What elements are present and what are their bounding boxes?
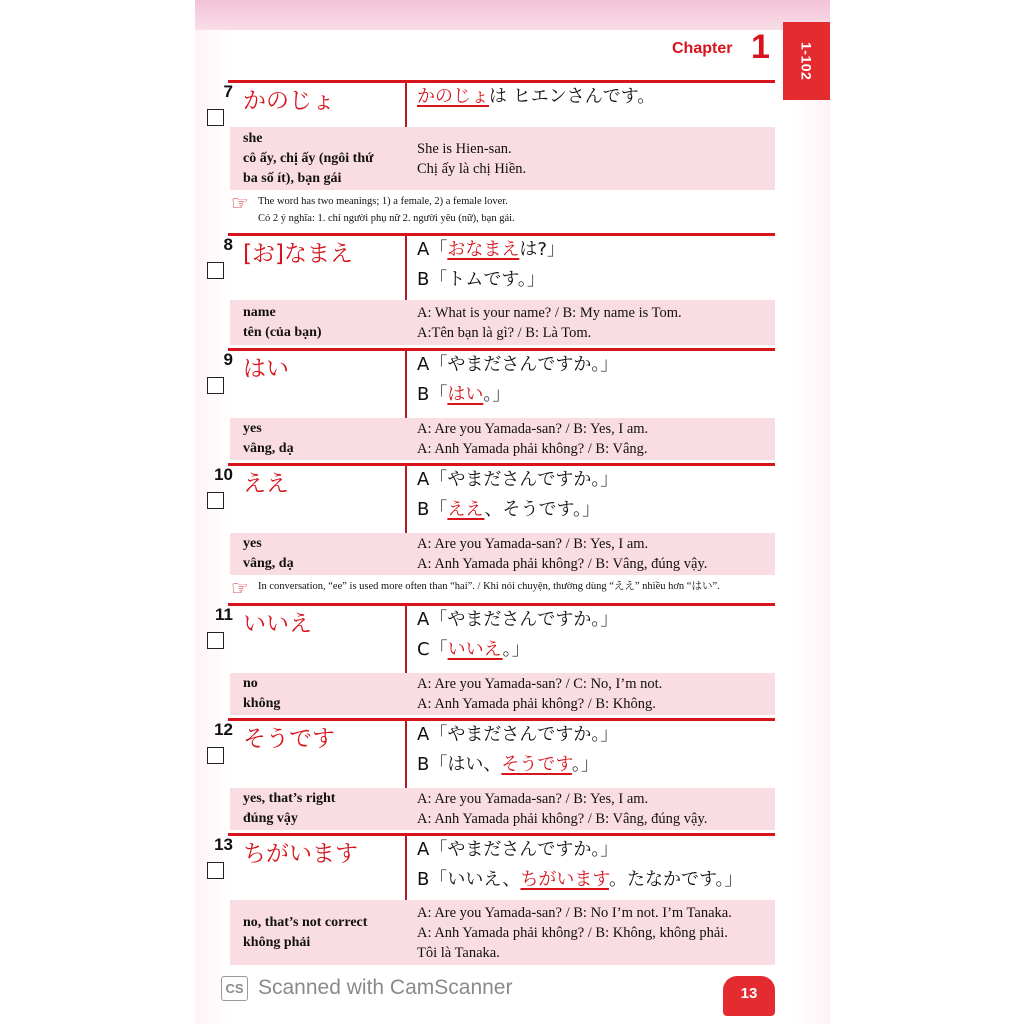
highlighted-word: はい [447, 384, 484, 405]
meaning-band [230, 673, 775, 715]
example-text: 。」 [571, 754, 599, 775]
chapter-label: Chapter [672, 40, 733, 57]
translation-column [417, 300, 772, 345]
example-text: B「 [417, 384, 448, 405]
translation-column [417, 900, 772, 965]
meaning-column [243, 127, 403, 190]
example-sentence [417, 606, 618, 634]
translation-line: A: Are you Yamada-san? / B: Yes, I am. [417, 791, 649, 807]
translation-line: A: Anh Yamada phải không? / B: Vâng, đúng vậy. [417, 811, 708, 827]
translation-line: A: Anh Yamada phải không? / B: Không. [417, 696, 656, 712]
chapter-number: 1 [751, 28, 770, 66]
translation-column [417, 673, 772, 715]
translation-line: Chị ấy là chị Hiền. [417, 160, 527, 177]
translation-line: A: Anh Yamada phải không? / B: Vâng. [417, 441, 648, 457]
example-sentence [417, 836, 618, 864]
example-text: B「トムです。」 [417, 269, 545, 290]
example-text: 。」 [483, 384, 511, 405]
translation-column [417, 127, 772, 190]
meaning-band [230, 900, 775, 965]
study-checkbox [207, 262, 224, 279]
meaning-line: yes [243, 536, 262, 551]
vocab-entry [0, 80, 1024, 230]
translation-line: A: Are you Yamada-san? / B: No I’m not. I’m Tanaka. [417, 904, 732, 921]
entry-number: 10 [214, 465, 233, 484]
example-text: A「やまださんですか。」 [417, 469, 619, 490]
translation-line: A: Are you Yamada-san? / B: Yes, I am. [417, 421, 649, 437]
example-sentence [417, 351, 618, 379]
translation-line: A:Tên bạn là gì? / B: Là Tom. [417, 324, 592, 341]
vocab-word: [お]なまえ [243, 241, 353, 267]
meaning-line: tên (của bạn) [243, 324, 322, 340]
example-text: は ヒエンさんです。 [489, 86, 656, 107]
translation-line: A: Anh Yamada phải không? / B: Không, không phải. [417, 924, 728, 941]
translation-line: A: Are you Yamada-san? / B: Yes, I am. [417, 536, 649, 552]
vocab-word: ちがいます [243, 841, 358, 867]
meaning-line: name [243, 304, 276, 320]
vocab-word: はい [243, 356, 289, 382]
entry-number: 8 [223, 235, 233, 254]
vocab-entry [0, 348, 1024, 460]
translation-column [417, 533, 772, 575]
study-checkbox [207, 862, 224, 879]
example-sentence [417, 636, 530, 664]
vocab-entry [0, 233, 1024, 345]
highlighted-word: ええ [447, 499, 485, 520]
highlighted-word: おなまえ [447, 239, 520, 260]
vocab-word: そうです [243, 726, 335, 752]
meaning-line: ba số ít), bạn gái [243, 170, 342, 186]
example-sentence [417, 381, 510, 409]
translation-column [417, 788, 772, 830]
entry-number: 12 [214, 720, 233, 739]
meaning-line: no [243, 676, 258, 691]
example-text: B「 [417, 499, 448, 520]
meaning-line: không phải [243, 934, 311, 950]
meaning-column [243, 300, 403, 345]
entry-number: 11 [215, 605, 233, 624]
example-text: A「 [417, 239, 448, 260]
example-text: C「 [417, 639, 448, 660]
vocab-word: かのじょ [243, 88, 335, 114]
study-checkbox [207, 109, 224, 126]
example-sentence [417, 466, 618, 494]
scanner-watermark: Scanned with CamScanner [258, 976, 513, 999]
example-text: 。たなかです。」 [609, 869, 743, 890]
entry-number: 9 [223, 350, 233, 369]
example-text: 。」 [502, 639, 530, 660]
example-sentence [417, 266, 545, 294]
example-text: 、そうです。」 [484, 499, 601, 520]
example-text: は?」 [519, 239, 565, 260]
meaning-line: yes, that’s right [243, 791, 336, 806]
meaning-line: she [243, 130, 263, 146]
example-sentence [417, 236, 565, 264]
meaning-column [243, 533, 403, 575]
usage-note [228, 191, 775, 230]
example-sentence [417, 721, 618, 749]
meaning-column [243, 673, 403, 715]
note-line: Có 2 ý nghĩa: 1. chỉ người phụ nữ 2. người yêu (nữ), bạn gái. [258, 213, 515, 224]
meaning-band [230, 300, 775, 345]
note-line: The word has two meanings; 1) a female, 2) a female lover. [258, 196, 508, 207]
usage-note [228, 576, 775, 600]
meaning-column [243, 900, 403, 965]
entry-number: 13 [214, 835, 233, 854]
note-text [258, 578, 774, 595]
highlighted-word: ちがいます [520, 869, 609, 890]
example-sentence [417, 496, 600, 524]
vocab-entry [0, 603, 1024, 715]
meaning-column [243, 788, 403, 830]
example-text: A「やまださんですか。」 [417, 609, 619, 630]
example-sentence [417, 83, 655, 111]
highlighted-word: かのじょ [417, 86, 489, 107]
meaning-band [230, 127, 775, 190]
camscanner-logo-icon: CS [221, 976, 248, 1001]
meaning-line: vâng, dạ [243, 556, 294, 571]
study-checkbox [207, 747, 224, 764]
vocab-entry [0, 833, 1024, 965]
meaning-column [243, 418, 403, 460]
translation-line: A: Anh Yamada phải không? / B: Vâng, đúng vậy. [417, 556, 708, 572]
vocab-entry [0, 463, 1024, 600]
example-text: A「やまださんですか。」 [417, 724, 619, 745]
pointing-hand-icon: ☞ [231, 576, 249, 600]
example-text: A「やまださんですか。」 [417, 839, 619, 860]
example-sentence [417, 866, 743, 894]
entry-number: 7 [223, 82, 233, 101]
meaning-line: no, that’s not correct [243, 914, 368, 930]
example-text: B「はい、 [417, 754, 502, 775]
note-text [258, 193, 774, 227]
vocab-word: ええ [243, 471, 289, 497]
meaning-line: vâng, dạ [243, 441, 294, 456]
translation-column [417, 418, 772, 460]
highlighted-word: いいえ [447, 639, 503, 660]
highlighted-word: そうです [501, 754, 572, 775]
page-number: 13 [723, 976, 775, 1016]
chapter-range-text: 1-102 [798, 41, 815, 81]
meaning-band [230, 533, 775, 575]
translation-line: A: Are you Yamada-san? / C: No, I’m not. [417, 676, 663, 692]
example-text: B「いいえ、 [417, 869, 521, 890]
note-line: In conversation, “ee” is used more often than “hai”. / Khi nói chuyện, thường dùng “ええ” nhiều hơn “はい”. [258, 581, 720, 592]
translation-line: A: What is your name? / B: My name is Tom. [417, 304, 682, 321]
example-text: A「やまださんですか。」 [417, 354, 619, 375]
study-checkbox [207, 632, 224, 649]
example-sentence [417, 751, 599, 779]
translation-line: She is Hien-san. [417, 140, 512, 157]
meaning-line: cô ấy, chị ấy (ngôi thứ [243, 150, 374, 166]
meaning-line: đúng vậy [243, 811, 298, 826]
top-color-band [195, 0, 830, 30]
translation-line: Tôi là Tanaka. [417, 944, 500, 961]
meaning-band [230, 788, 775, 830]
meaning-band [230, 418, 775, 460]
vocab-entry [0, 718, 1024, 830]
study-checkbox [207, 377, 224, 394]
meaning-line: yes [243, 421, 262, 436]
study-checkbox [207, 492, 224, 509]
vocab-word: いいえ [243, 611, 312, 637]
meaning-line: không [243, 696, 281, 711]
pointing-hand-icon: ☞ [231, 191, 249, 215]
